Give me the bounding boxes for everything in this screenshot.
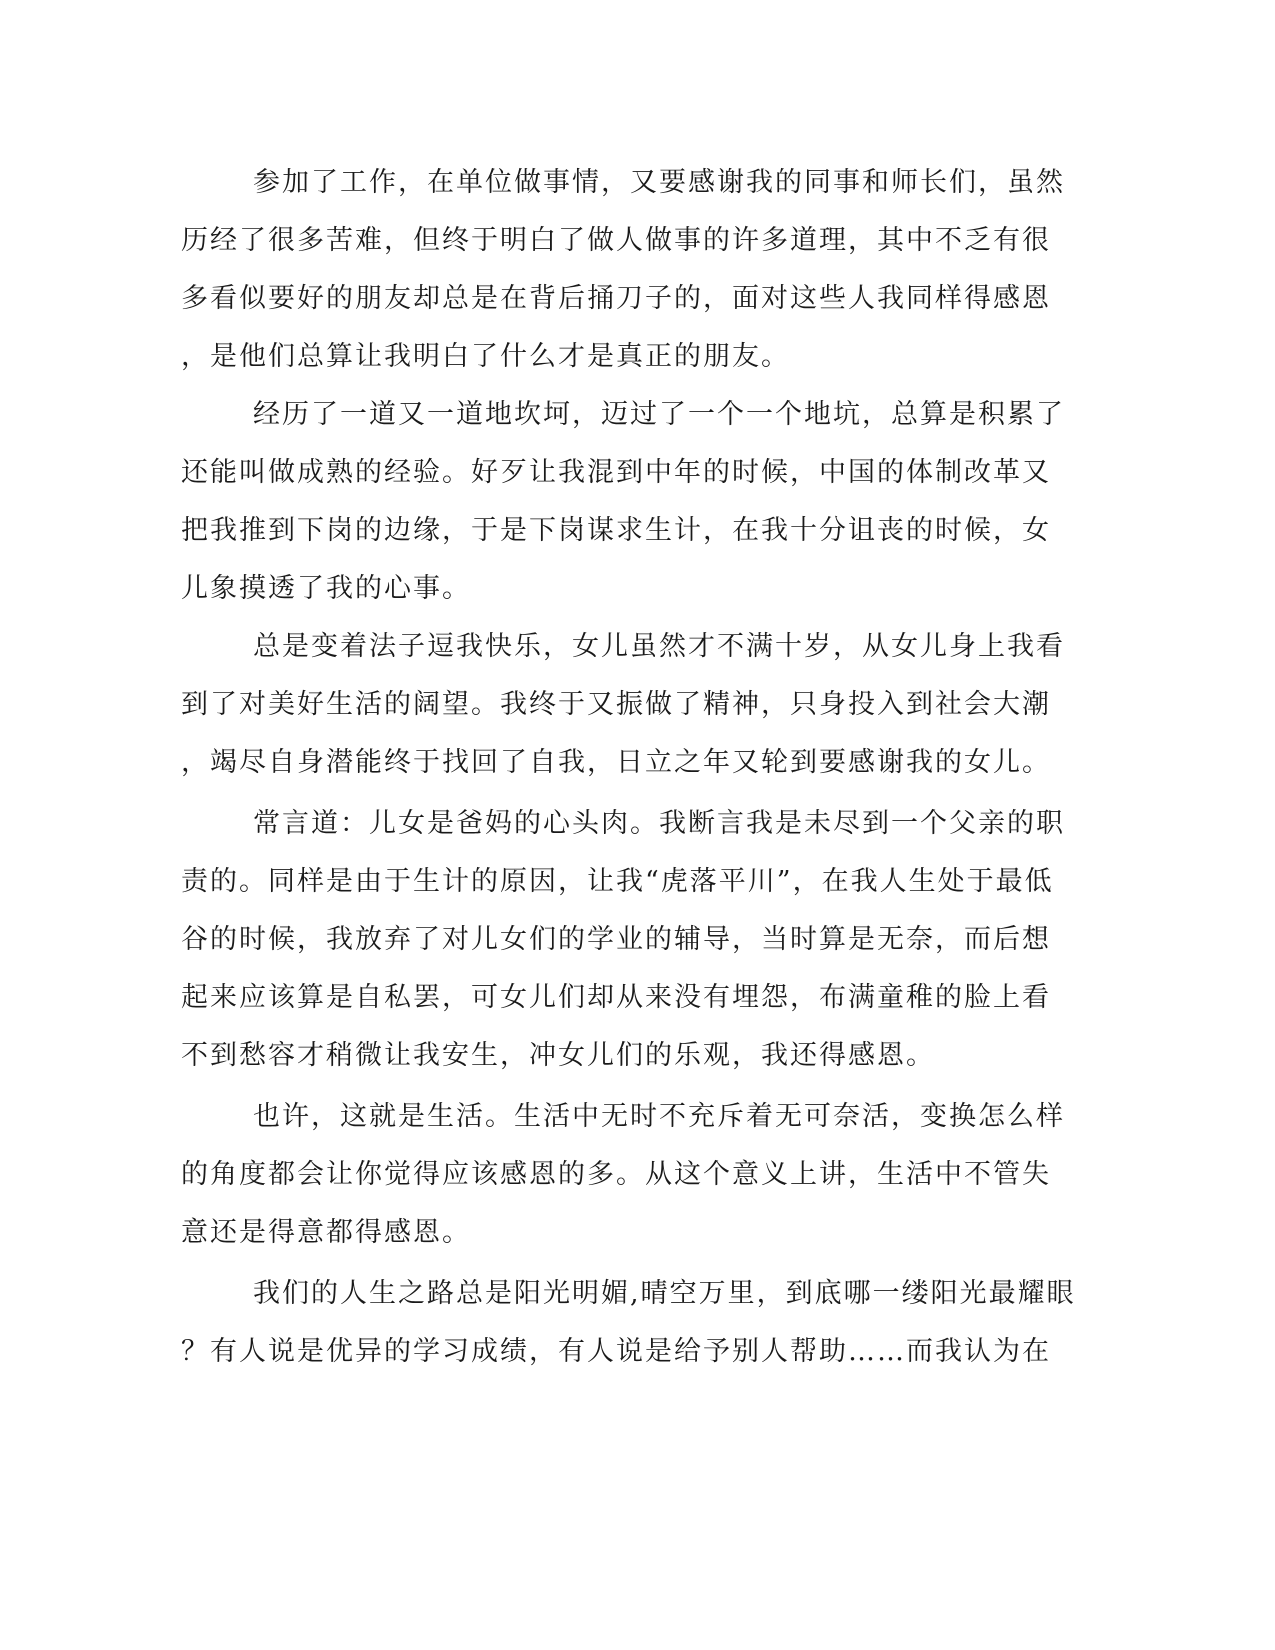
paragraph-1-line-2: 历经了很多苦难，但终于明白了做人做事的许多道理，其中不乏有很: [181, 225, 1051, 256]
paragraph-5-line-3: 意还是得意都得感恩。: [181, 1217, 471, 1248]
paragraph-2-line-1: 经历了一道又一道地坎坷，迈过了一个一个地坑，总算是积累了: [253, 399, 1065, 430]
paragraph-3-line-1: 总是变着法子逗我快乐，女儿虽然才不满十岁，从女儿身上我看: [253, 631, 1065, 662]
paragraph-6-line-2: ？有人说是优异的学习成绩，有人说是给予别人帮助……而我认为在: [181, 1336, 1051, 1367]
paragraph-4-line-4: 起来应该算是自私罢，可女儿们却从来没有埋怨，布满童稚的脸上看: [181, 982, 1051, 1013]
paragraph-4-line-1: 常言道：儿女是爸妈的心头肉。我断言我是未尽到一个父亲的职: [253, 808, 1065, 839]
paragraph-1-line-3: 多看似要好的朋友却总是在背后捅刀子的，面对这些人我同样得感恩: [181, 283, 1051, 314]
paragraph-5-line-1: 也许，这就是生活。生活中无时不充斥着无可奈活，变换怎么样: [253, 1101, 1065, 1132]
paragraph-2-line-2: 还能叫做成熟的经验。好歹让我混到中年的时候，中国的体制改革又: [181, 457, 1051, 488]
paragraph-2-line-4: 儿象摸透了我的心事。: [181, 573, 471, 604]
paragraph-4-line-3: 谷的时候，我放弃了对儿女们的学业的辅导，当时算是无奈，而后想: [181, 924, 1051, 955]
paragraph-4-line-5: 不到愁容才稍微让我安生，冲女儿们的乐观，我还得感恩。: [181, 1040, 935, 1071]
paragraph-3-line-3: ，竭尽自身潜能终于找回了自我，日立之年又轮到要感谢我的女儿。: [181, 747, 1051, 778]
paragraph-4-line-2: 责的。同样是由于生计的原因，让我“虎落平川”，在我人生处于最低: [181, 866, 1054, 897]
paragraph-3-line-2: 到了对美好生活的阔望。我终于又振做了精神，只身投入到社会大潮: [181, 689, 1051, 720]
paragraph-6-line-1: 我们的人生之路总是阳光明媚,晴空万里，到底哪一缕阳光最耀眼: [253, 1278, 1076, 1309]
paragraph-5-line-2: 的角度都会让你觉得应该感恩的多。从这个意义上讲，生活中不管失: [181, 1159, 1051, 1190]
paragraph-2-line-3: 把我推到下岗的边缘，于是下岗谋求生计，在我十分诅丧的时候，女: [181, 515, 1051, 546]
paragraph-1-line-4: ，是他们总算让我明白了什么才是真正的朋友。: [181, 341, 790, 372]
paragraph-1-line-1: 参加了工作，在单位做事情，又要感谢我的同事和师长们，虽然: [253, 167, 1065, 198]
